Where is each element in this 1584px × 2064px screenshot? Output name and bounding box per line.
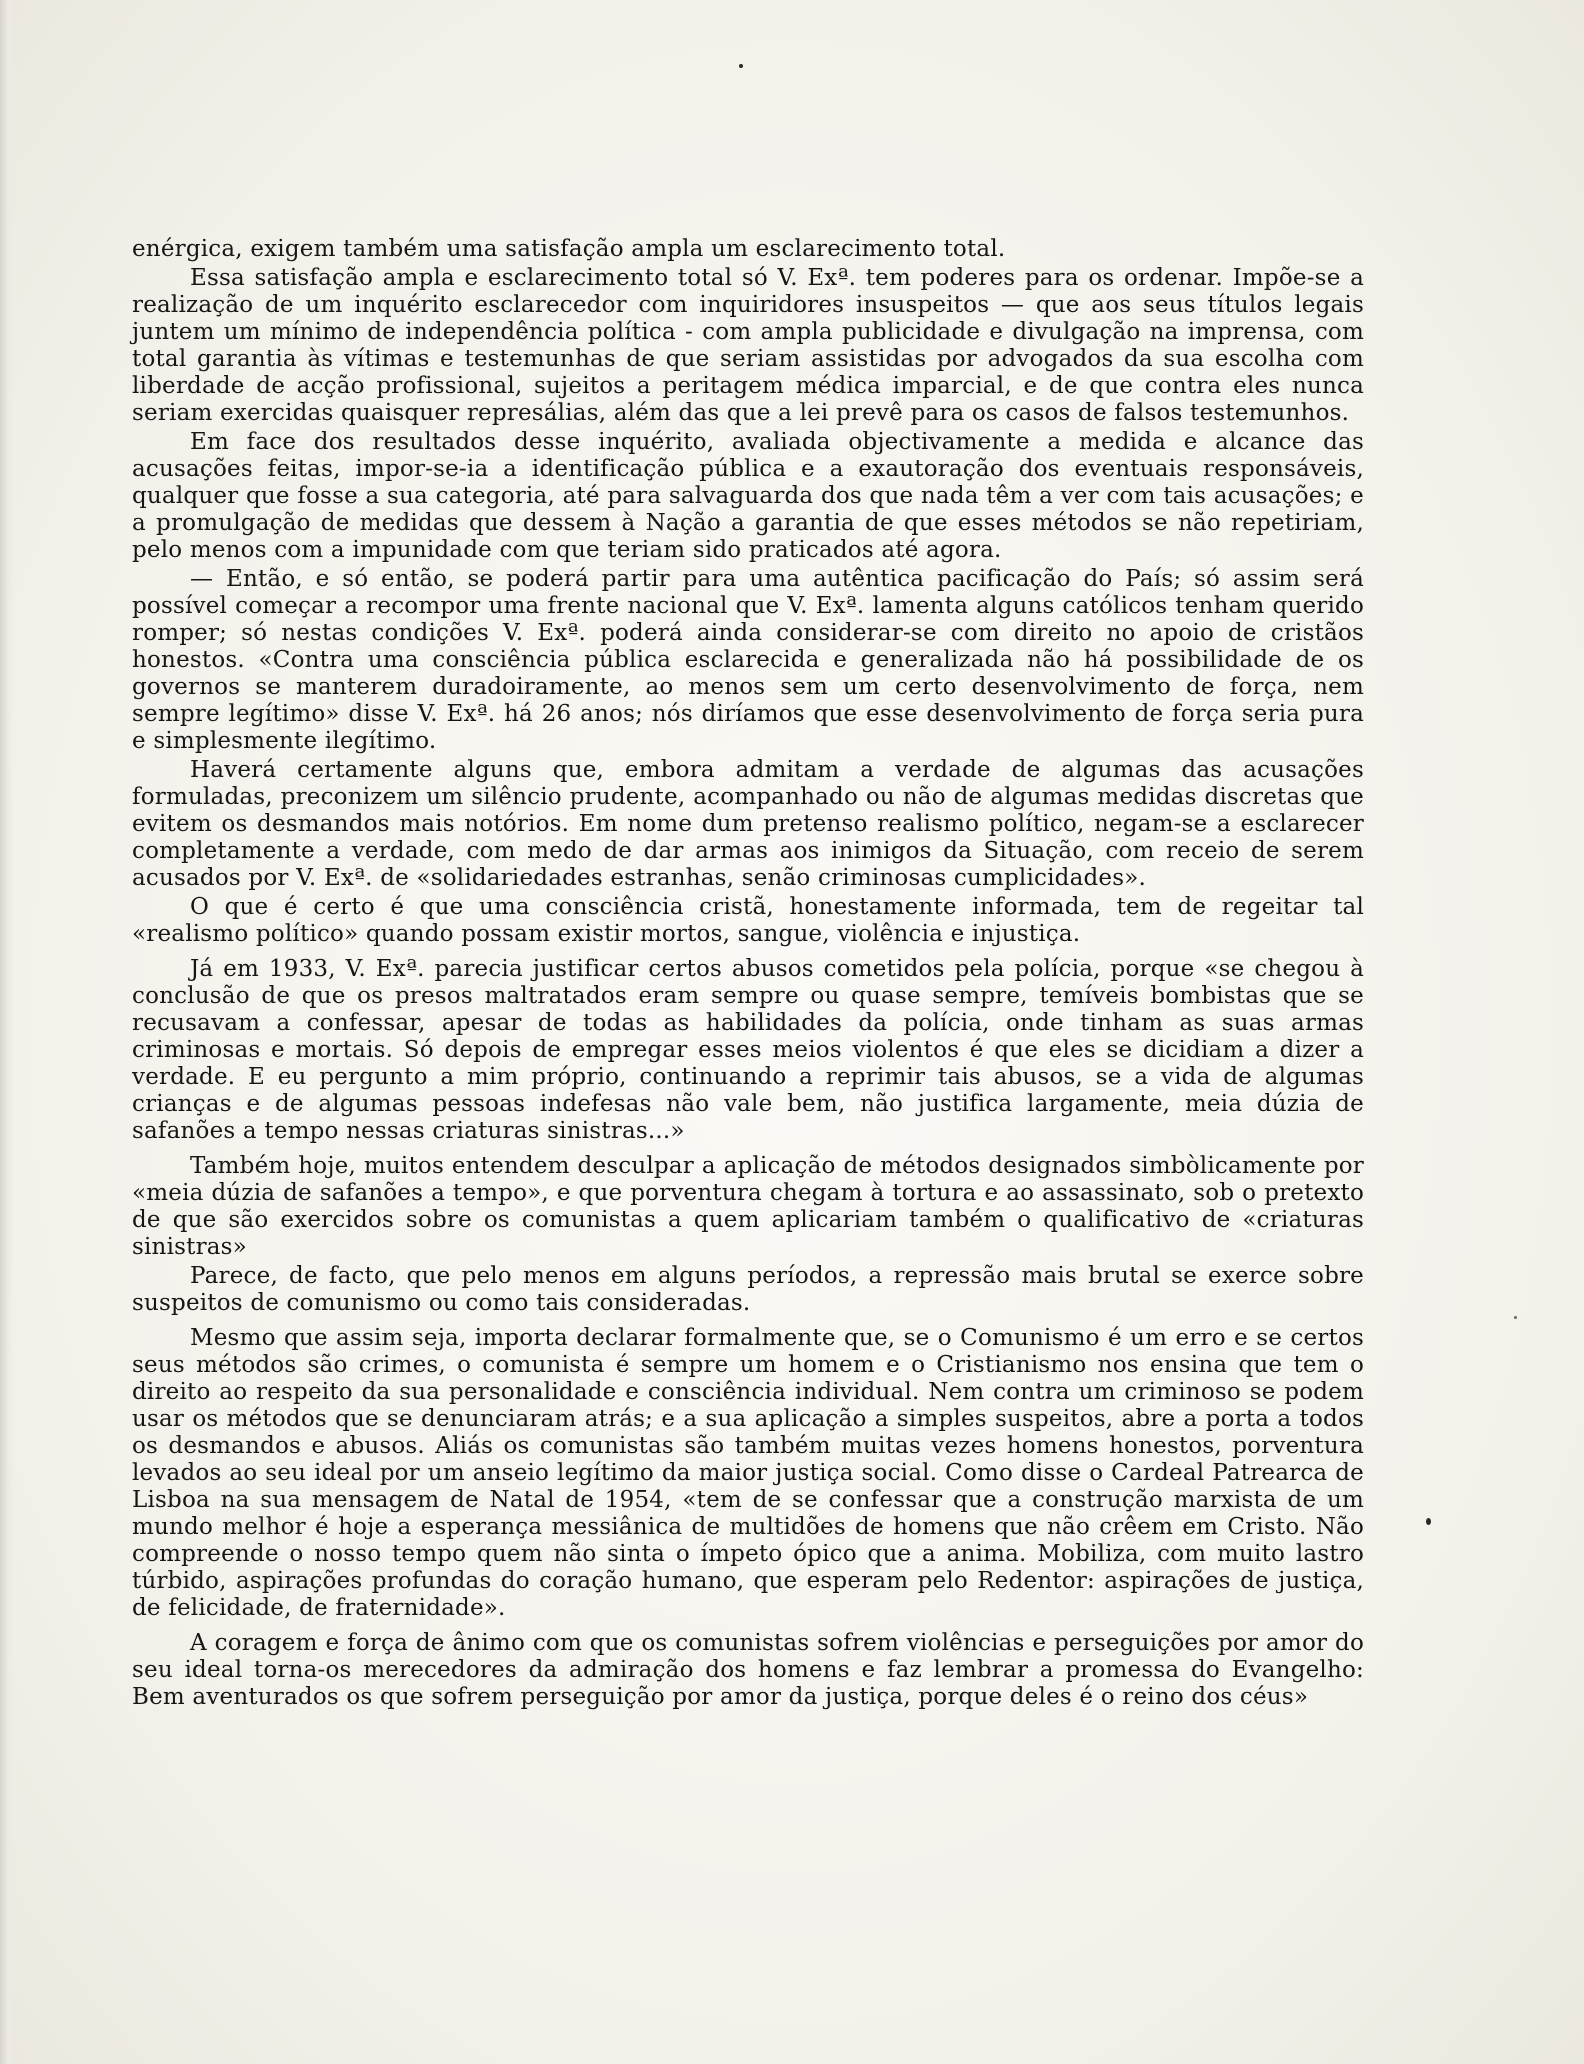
- paragraph: O que é certo é que uma consciência cristã, honestamente informada, tem de regeitar tal «realismo político» quando possam existir mortos, sangue, violência e injustiça.: [132, 894, 1364, 947]
- paragraph: Parece, de facto, que pelo menos em alguns períodos, a repressão mais brutal se exerce sobre suspeitos de comunismo ou como tais consideradas.: [132, 1263, 1364, 1316]
- paragraph: A coragem e força de ânimo com que os comunistas sofrem violências e perseguições por amor do seu ideal torna-os merecedores da admiração dos homens e faz lembrar a promessa do Evangelho: Bem aventurados os que sofrem perseguição por amor da justiça, porque deles é o reino dos céus»: [132, 1630, 1364, 1710]
- paragraph: Essa satisfação ampla e esclarecimento total só V. Exª. tem poderes para os ordenar. Impõe-se a realização de um inquérito esclarecedor com inquiridores insuspeitos — que aos seus títulos legais juntem um mínimo de independência política - com ampla publicidade e divulgação na imprensa, com total garantia às vítimas e testemunhas de que seriam assistidas por advogados da sua escolha com liberdade de acção profissional, sujeitos a peritagem médica imparcial, e de que contra eles nunca seriam exercidas quaisquer represálias, além das que a lei prevê para os casos de falsos testemunhos.: [132, 265, 1364, 426]
- letter-body: [132, 236, 1364, 1713]
- paragraph: — Então, e só então, se poderá partir para uma autêntica pacificação do País; só assim será possível começar a recompor uma frente nacional que V. Exª. lamenta alguns católicos tenham querido romper; só nestas condições V. Exª. poderá ainda considerar-se com direito no apoio de cristãos honestos. «Contra uma consciência pública esclarecida e generalizada não há possibilidade de os governos se manterem duradoiramente, ao menos sem um certo desenvolvimento de força, nem sempre legítimo» disse V. Exª. há 26 anos; nós diríamos que esse desenvolvimento de força seria pura e simplesmente ilegítimo.: [132, 566, 1364, 754]
- ink-speck: [739, 64, 743, 68]
- paragraph: Haverá certamente alguns que, embora admitam a verdade de algumas das acusações formuladas, preconizem um silêncio prudente, acompanhado ou não de algumas medidas discretas que evitem os desmandos mais notórios. Em nome dum pretenso realismo político, negam-se a esclarecer completamente a verdade, com medo de dar armas aos inimigos da Situação, com receio de serem acusados por V. Exª. de «solidariedades estranhas, senão criminosas cumplicidades».: [132, 757, 1364, 891]
- paragraph: Mesmo que assim seja, importa declarar formalmente que, se o Comunismo é um erro e se certos seus métodos são crimes, o comunista é sempre um homem e o Cristianismo nos ensina que tem o direito ao respeito da sua personalidade e consciência individual. Nem contra um criminoso se podem usar os métodos que se denunciaram atrás; e a sua aplicação a simples suspeitos, abre a porta a todos os desmandos e abusos. Aliás os comunistas são também muitas vezes homens honestos, porventura levados ao seu ideal por um anseio legítimo da maior justiça social. Como disse o Cardeal Patrearca de Lisboa na sua mensagem de Natal de 1954, «tem de se confessar que a construção marxista de um mundo melhor é hoje a esperança messiânica de multidões de homens que não crêem em Cristo. Não compreende o nosso tempo quem não sinta o ímpeto ópico que a anima. Mobiliza, com muito lastro túrbido, aspirações profundas do coração humano, que esperam pelo Redentor: aspirações de justiça, de felicidade, de fraternidade».: [132, 1325, 1364, 1621]
- ink-speck: [1514, 1316, 1517, 1319]
- paragraph: Já em 1933, V. Exª. parecia justificar certos abusos cometidos pela polícia, porque «se chegou à conclusão de que os presos maltratados eram sempre ou quase sempre, temíveis bombistas que se recusavam a confessar, apesar de todas as habilidades da polícia, onde tinham as suas armas criminosas e mortais. Só depois de empregar esses meios violentos é que eles se dicidiam a dizer a verdade. E eu pergunto a mim próprio, continuando a reprimir tais abusos, se a vida de algumas crianças e de algumas pessoas indefesas não vale bem, não justifica largamente, meia dúzia de safanões a tempo nessas criaturas sinistras...»: [132, 956, 1364, 1144]
- paragraph: Também hoje, muitos entendem desculpar a aplicação de métodos designados simbòlicamente por «meia dúzia de safanões a tempo», e que porventura chegam à tortura e ao assassinato, sob o pretexto de que são exercidos sobre os comunistas a quem aplicariam também o qualificativo de «criaturas sinistras»: [132, 1153, 1364, 1260]
- paragraph: Em face dos resultados desse inquérito, avaliada objectivamente a medida e alcance das acusações feitas, impor-se-ia a identificação pública e a exautoração dos eventuais responsáveis, qualquer que fosse a sua categoria, até para salvaguarda dos que nada têm a ver com tais acusações; e a promulgação de medidas que dessem à Nação a garantia de que esses métodos se não repetiriam, pelo menos com a impunidade com que teriam sido praticados até agora.: [132, 429, 1364, 563]
- ink-speck: [1426, 1518, 1431, 1525]
- paragraph: enérgica, exigem também uma satisfação ampla um esclarecimento total.: [132, 236, 1006, 262]
- page-edge-shadow: [0, 0, 14, 2064]
